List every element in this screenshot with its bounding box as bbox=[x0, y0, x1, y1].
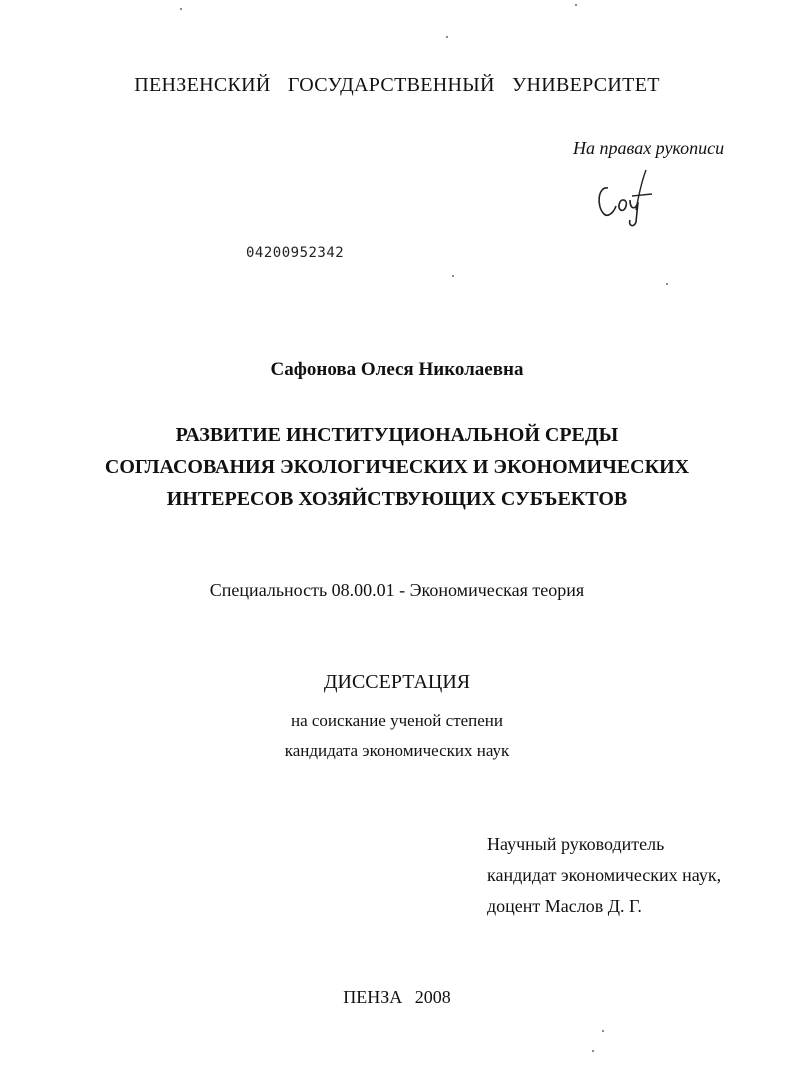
dissertation-type: ДИССЕРТАЦИЯ bbox=[323, 671, 471, 693]
scan-speck bbox=[575, 4, 577, 6]
university-name: ПЕНЗЕНСКИЙ ГОСУДАРСТВЕННЫЙ УНИВЕРСИТЕТ bbox=[134, 74, 660, 96]
scan-speck bbox=[666, 283, 668, 285]
purpose-line: кандидата экономических наук bbox=[284, 741, 510, 760]
scientific-advisor bbox=[487, 829, 721, 922]
scan-speck bbox=[592, 1050, 594, 1052]
registration-number: 04200952342 bbox=[246, 245, 345, 261]
title-line: РАЗВИТИЕ ИНСТИТУЦИОНАЛЬНОЙ СРЕДЫ bbox=[175, 424, 619, 446]
advisor-line: доцент Маслов Д. Г. bbox=[487, 896, 642, 916]
purpose-line: на соискание ученой степени bbox=[290, 711, 504, 730]
scan-speck bbox=[452, 275, 454, 277]
dissertation-title bbox=[0, 419, 794, 515]
author-name: Сафонова Олеся Николаевна bbox=[270, 359, 524, 380]
specialty: Специальность 08.00.01 - Экономическая теория bbox=[209, 580, 585, 600]
advisor-line: Научный руководитель bbox=[487, 834, 665, 854]
manuscript-note: На правах рукописи bbox=[573, 138, 725, 158]
title-line: ИНТЕРЕСОВ ХОЗЯЙСТВУЮЩИХ СУБЪЕКТОВ bbox=[166, 488, 628, 510]
scan-speck bbox=[602, 1030, 604, 1032]
scan-speck bbox=[180, 8, 182, 10]
dissertation-purpose bbox=[0, 706, 794, 766]
title-line: СОГЛАСОВАНИЯ ЭКОЛОГИЧЕСКИХ И ЭКОНОМИЧЕСКИХ bbox=[104, 456, 690, 478]
city-year: ПЕНЗА 2008 bbox=[343, 987, 451, 1007]
scan-speck bbox=[446, 36, 448, 38]
handwritten-signature bbox=[590, 166, 660, 230]
advisor-line: кандидат экономических наук, bbox=[487, 865, 722, 885]
